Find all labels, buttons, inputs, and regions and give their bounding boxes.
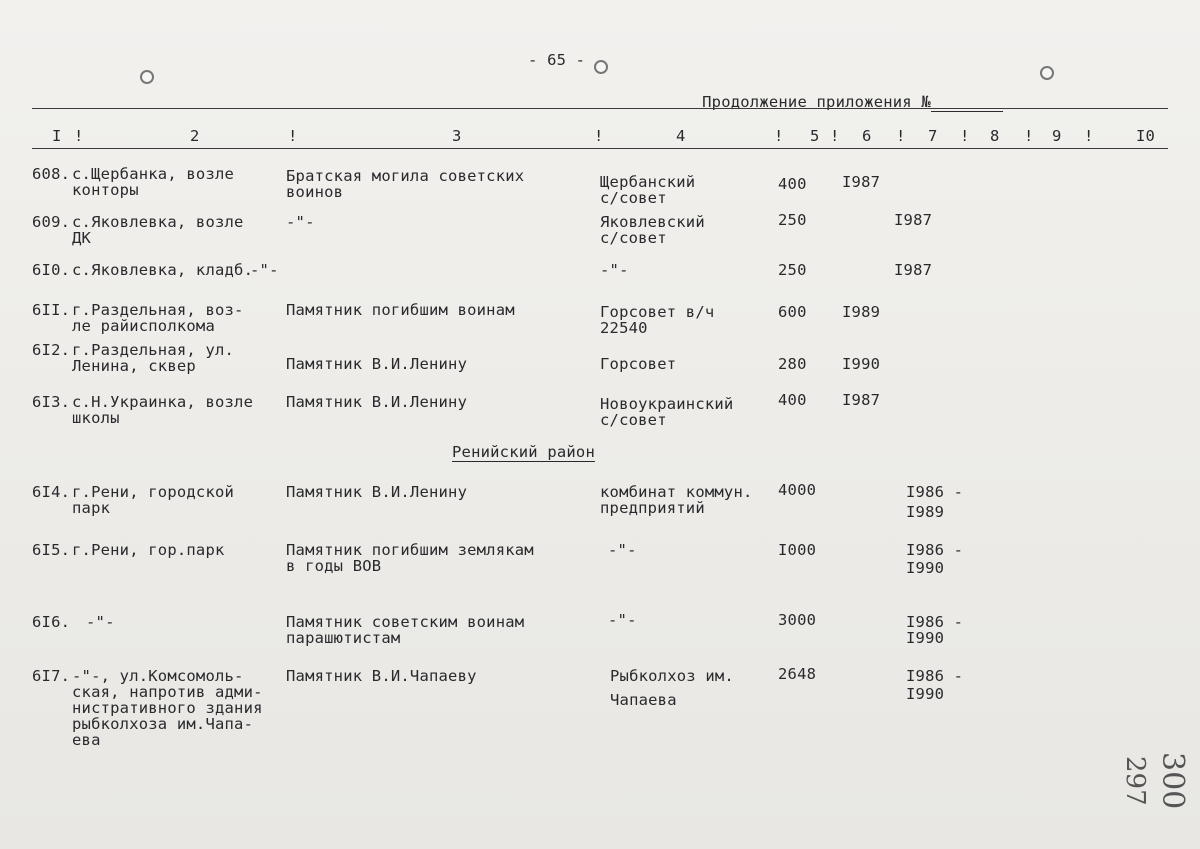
col-header-7: 7	[928, 127, 938, 145]
row-number: 6II.	[32, 301, 71, 319]
punch-hole-right	[1040, 66, 1054, 80]
row-place: ская, напротив адми-	[72, 683, 263, 701]
header-bottom-rule	[32, 148, 1168, 149]
header-top-rule	[32, 108, 1168, 109]
col-header-1: I	[52, 127, 62, 145]
row-place: г.Раздельная, воз-	[72, 301, 244, 319]
col-header-8: 8	[990, 127, 1000, 145]
row-number: 6I7.	[32, 667, 71, 685]
row-area: 250	[778, 211, 807, 229]
col-header-6: 6	[862, 127, 872, 145]
row-place: г.Рени, гор.парк	[72, 541, 225, 559]
row-owner: Яковлевский	[600, 213, 705, 231]
row-object: -"-	[286, 213, 315, 231]
row-owner: Чапаева	[610, 691, 677, 709]
row-place: нистративного здания	[72, 699, 263, 717]
row-place: с.Яковлевка, возле	[72, 213, 244, 231]
col-header-3: 3	[452, 127, 462, 145]
row-place: рыбколхоза им.Чапа-	[72, 715, 254, 733]
row-area: 250	[778, 261, 807, 279]
row-area: 2648	[778, 665, 817, 683]
col-header-5: 5	[810, 127, 820, 145]
row-object: Памятник советским воинам	[286, 613, 525, 631]
handwritten-note-300: 300	[1155, 752, 1190, 810]
row-owner: с/совет	[600, 189, 667, 207]
row-object: Памятник В.И.Ленину	[286, 393, 468, 411]
row-owner: -"-	[608, 611, 637, 629]
row-year-col7: I989	[906, 503, 945, 521]
row-year-col6: I987	[842, 391, 881, 409]
row-year-col6: I989	[842, 303, 881, 321]
row-place: Ленина, сквер	[72, 357, 196, 375]
row-year-col6: I987	[842, 173, 881, 191]
continuation-title	[664, 77, 1003, 129]
col-sep: !	[896, 127, 906, 145]
page-number: - 65 -	[528, 51, 586, 69]
row-number: 6I3.	[32, 393, 71, 411]
col-sep: !	[1024, 127, 1034, 145]
row-area: 280	[778, 355, 807, 373]
row-owner: Новоукраинский	[600, 395, 734, 413]
row-year-col7: I990	[906, 685, 945, 703]
handwritten-note-297: 297	[1120, 756, 1150, 806]
row-area: I000	[778, 541, 817, 559]
col-header-2: 2	[190, 127, 200, 145]
row-area: 4000	[778, 481, 817, 499]
row-object: Памятник В.И.Ленину	[286, 483, 468, 501]
row-number: 609.	[32, 213, 71, 231]
row-number: 6I4.	[32, 483, 71, 501]
row-object: парашютистам	[286, 629, 401, 647]
row-year-col7: I986 -	[906, 483, 964, 501]
col-sep: !	[960, 127, 970, 145]
row-year-col7: I990	[906, 629, 945, 647]
row-place: -"-	[86, 613, 115, 631]
row-object: Памятник В.И.Чапаеву	[286, 667, 477, 685]
row-year-col7: I987	[894, 211, 933, 229]
row-area: 3000	[778, 611, 817, 629]
row-object: Памятник погибшим землякам	[286, 541, 534, 559]
row-owner: -"-	[608, 541, 637, 559]
row-owner: комбинат коммун.	[600, 483, 753, 501]
row-owner: -"-	[600, 261, 629, 279]
continuation-label: Продолжение приложения №	[702, 93, 931, 111]
row-year-col7: I986 -	[906, 667, 964, 685]
col-header-10: I0	[1136, 127, 1156, 145]
row-owner: Щербанский	[600, 173, 696, 191]
row-year-col7: I990	[906, 559, 945, 577]
row-place: г.Раздельная, ул.	[72, 341, 235, 359]
row-place: ле райисполкома	[72, 317, 215, 335]
row-number: 6I5.	[32, 541, 71, 559]
row-owner: с/совет	[600, 229, 667, 247]
section-title	[452, 444, 595, 462]
col-sep: !	[774, 127, 784, 145]
row-place: конторы	[72, 181, 139, 199]
row-owner: Рыбколхоз им.	[610, 667, 734, 685]
row-number: 6I2.	[32, 341, 71, 359]
row-place: ДК	[72, 229, 92, 247]
row-object: Братская могила советских	[286, 167, 525, 185]
col-header-9: 9	[1052, 127, 1062, 145]
row-owner: Горсовет	[600, 355, 677, 373]
row-area: 400	[778, 391, 807, 409]
punch-hole-left	[140, 70, 154, 84]
row-object: -"-	[250, 261, 279, 279]
col-sep: !	[74, 127, 84, 145]
row-year-col6: I990	[842, 355, 881, 373]
row-year-col7: I986 -	[906, 613, 964, 631]
row-place: с.Яковлевка, кладб.	[72, 261, 254, 279]
col-header-4: 4	[676, 127, 686, 145]
row-area: 600	[778, 303, 807, 321]
row-number: 608.	[32, 165, 71, 183]
row-owner: с/совет	[600, 411, 667, 429]
row-owner: предприятий	[600, 499, 705, 517]
col-sep: !	[830, 127, 840, 145]
row-place: парк	[72, 499, 111, 517]
row-number: 6I0.	[32, 261, 71, 279]
punch-hole-center	[594, 60, 608, 74]
row-object: в годы ВОВ	[286, 557, 382, 575]
col-sep: !	[1084, 127, 1094, 145]
section-title-text: Ренийский район	[452, 443, 595, 461]
appendix-number-blank	[931, 94, 1003, 112]
row-place: с.Щербанка, возле	[72, 165, 235, 183]
row-place: школы	[72, 409, 120, 427]
row-year-col7: I987	[894, 261, 933, 279]
row-owner: Горсовет в/ч	[600, 303, 715, 321]
row-area: 400	[778, 175, 807, 193]
row-place: с.Н.Украинка, возле	[72, 393, 254, 411]
row-object: Памятник погибшим воинам	[286, 301, 515, 319]
col-sep: !	[288, 127, 298, 145]
row-number: 6I6.	[32, 613, 71, 631]
row-object: Памятник В.И.Ленину	[286, 355, 468, 373]
row-owner: 22540	[600, 319, 648, 337]
row-object: воинов	[286, 183, 344, 201]
col-sep: !	[594, 127, 604, 145]
row-place: -"-, ул.Комсомоль-	[72, 667, 244, 685]
row-year-col7: I986 -	[906, 541, 964, 559]
row-place: г.Рени, городской	[72, 483, 235, 501]
row-place: ева	[72, 731, 101, 749]
